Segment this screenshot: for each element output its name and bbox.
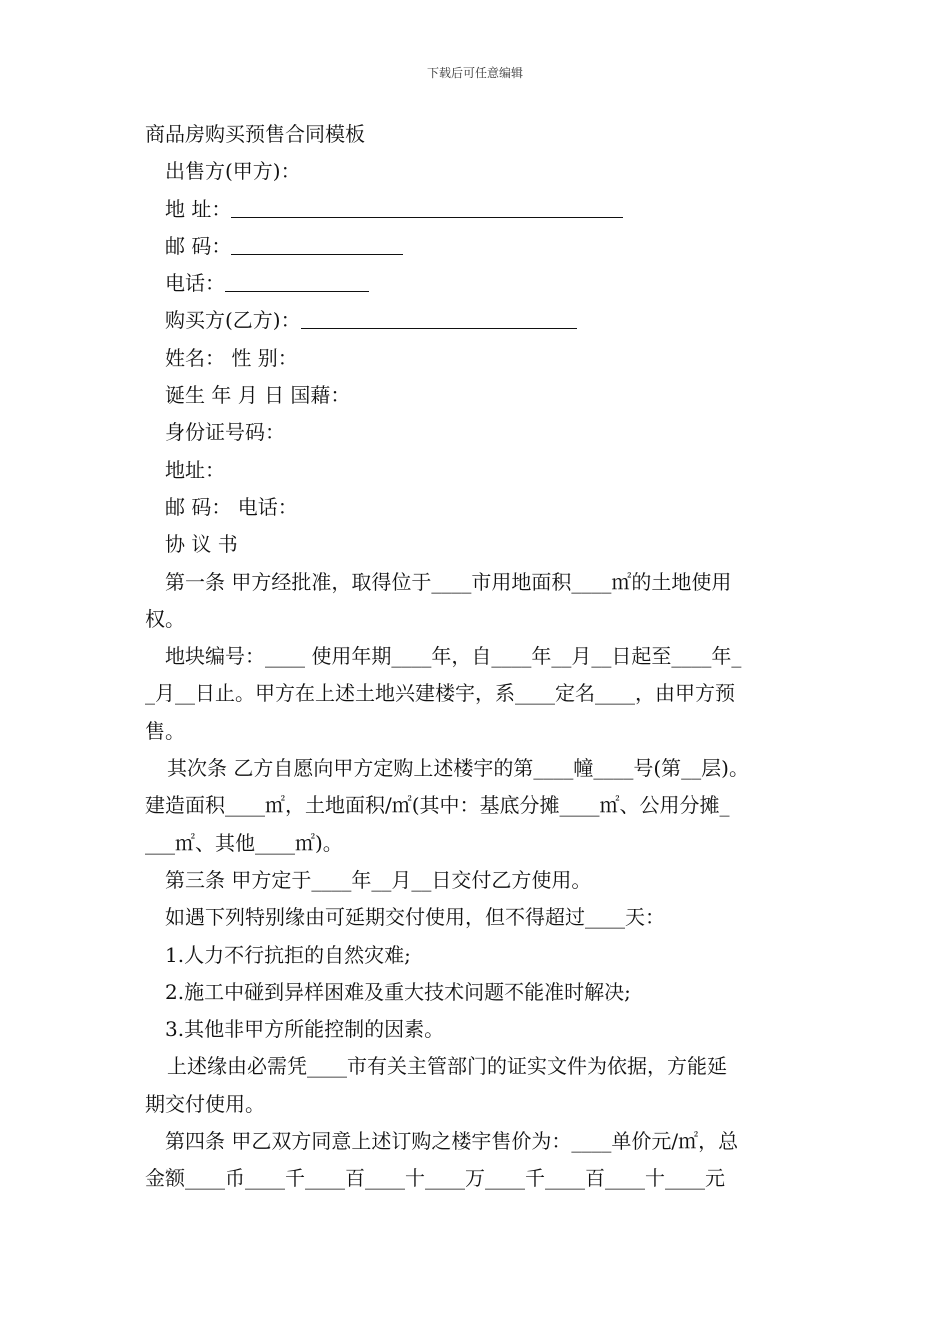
birth-nationality-line: 诞生 年 月 日 国藉： xyxy=(165,383,351,408)
evidence-line-1: 上述缘由必需凭____市有关主管部门的证实文件为依据，方能延 xyxy=(167,1054,727,1079)
article-1-line-2: 权。 xyxy=(145,606,185,631)
seller-address-label: 地 址： xyxy=(165,196,232,221)
buyer-postcode-phone-line: 邮 码： 电话： xyxy=(165,494,298,519)
agreement-heading: 协 议 书 xyxy=(165,532,238,557)
delay-reason-1: 1.人力不行抗拒的自然灾难; xyxy=(165,942,411,967)
seller-postcode-blank[interactable] xyxy=(231,233,403,255)
article-2-line-2: 建造面积____㎡，土地面积/㎡(其中：基底分摊____㎡、公用分摊_ xyxy=(145,793,730,818)
evidence-line-2: 期交付使用。 xyxy=(145,1091,265,1116)
seller-address-row xyxy=(145,191,810,228)
article-3-line: 第三条 甲方定于____年__月__日交付乙方使用。 xyxy=(165,867,592,892)
seller-phone-label: 电话： xyxy=(165,271,225,296)
id-number-line: 身份证号码： xyxy=(165,420,285,445)
article-2-line-3: ___㎡、其他____㎡)。 xyxy=(145,830,343,855)
plot-line-3: 售。 xyxy=(145,718,185,743)
document-body xyxy=(145,116,810,1198)
article-4-line-1: 第四条 甲乙双方同意上述订购之楼宇售价为：____单价元/㎡，总 xyxy=(165,1129,739,1154)
seller-postcode-label: 邮 码： xyxy=(165,233,232,258)
buyer-label: 购买方(乙方)： xyxy=(165,308,301,333)
seller-phone-blank[interactable] xyxy=(225,270,369,292)
delay-reason-2: 2.施工中碰到异样困难及重大技术问题不能准时解决; xyxy=(165,979,631,1004)
article-2-line-1: 其次条 乙方自愿向甲方定购上述楼宇的第____幢____号(第__层)。 xyxy=(167,756,749,781)
article-1-line-1: 第一条 甲方经批准，取得位于____市用地面积____㎡的土地使用 xyxy=(165,569,732,594)
delay-clause-line: 如遇下列特别缘由可延期交付使用，但不得超过____天： xyxy=(165,905,665,930)
buyer-address-line: 地址： xyxy=(165,457,225,482)
seller-label: 出售方(甲方)： xyxy=(165,159,301,184)
delay-reason-3: 3.其他非甲方所能控制的因素。 xyxy=(165,1017,445,1042)
plot-line-1: 地块编号：____ 使用年期____年，自____年__月__日起至____年_ xyxy=(165,644,742,669)
article-4-line-2: 金额____币____千____百____十____万____千____百____十____元 xyxy=(145,1166,725,1191)
buyer-row xyxy=(145,302,810,339)
page-header: 下载后可任意编辑 xyxy=(426,66,523,80)
seller-address-blank[interactable] xyxy=(231,196,623,218)
document-title: 商品房购买预售合同模板 xyxy=(145,122,365,146)
seller-phone-row xyxy=(145,265,810,302)
plot-line-2: _月__日止。甲方在上述土地兴建楼宇，系____定名____，由甲方预 xyxy=(145,681,735,706)
seller-postcode-row xyxy=(145,228,810,265)
name-gender-line: 姓名： 性 别： xyxy=(165,345,298,370)
buyer-blank[interactable] xyxy=(301,307,577,329)
